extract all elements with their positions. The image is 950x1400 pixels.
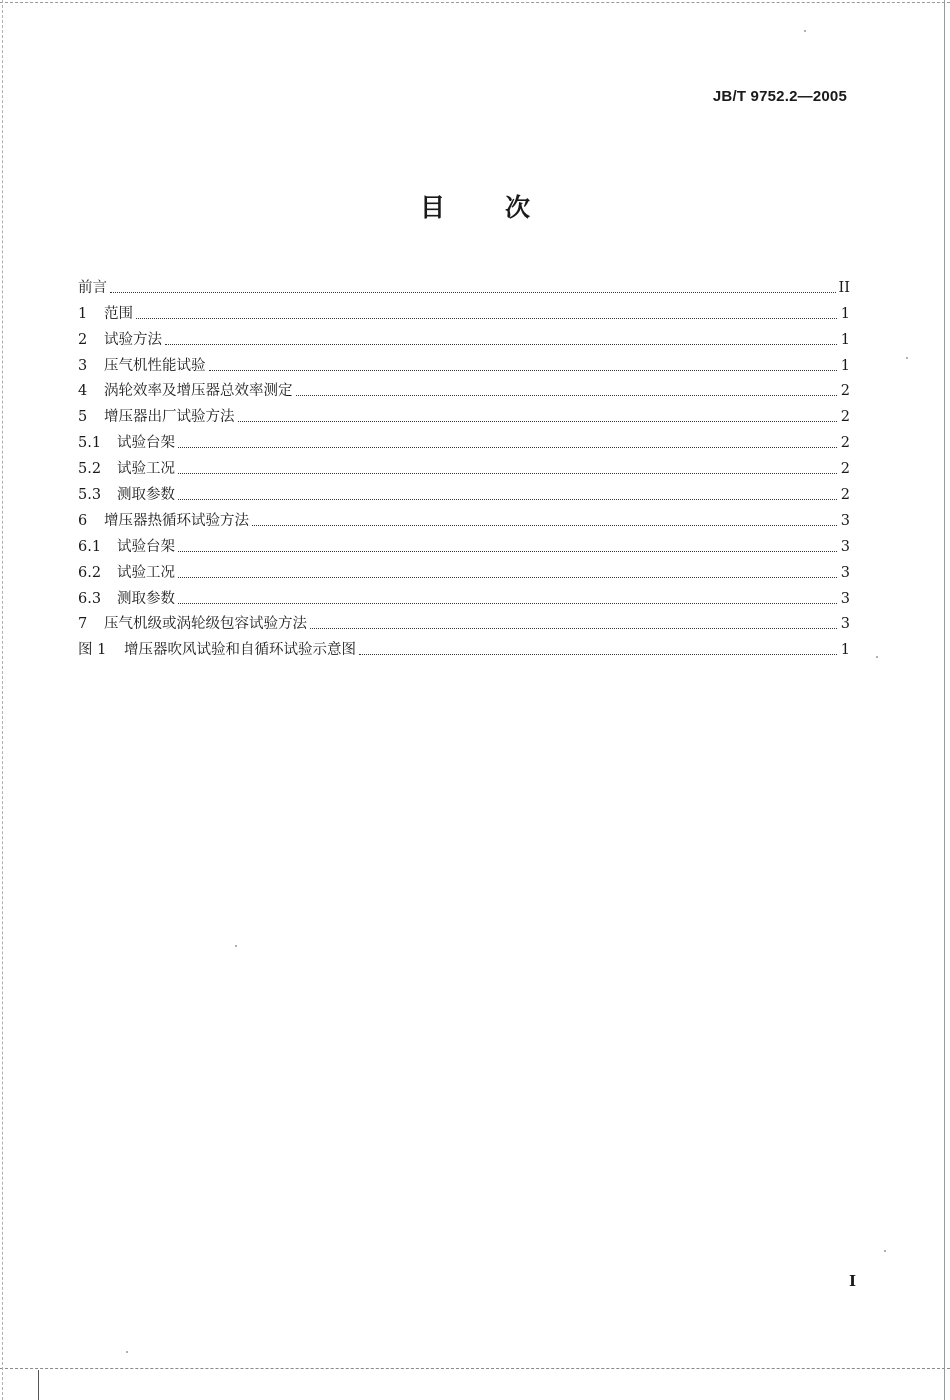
toc-entry-page: 1 <box>840 642 850 659</box>
toc-entry-number: 4 <box>78 383 88 400</box>
toc-entry-number: 图 1 <box>78 642 107 659</box>
scan-speck <box>804 30 806 32</box>
toc-dot-leader <box>209 370 838 371</box>
toc-entry-page: 1 <box>840 357 850 374</box>
toc-entry[interactable] <box>78 427 850 453</box>
toc-entry[interactable] <box>78 531 850 557</box>
toc-entry-label: 试验方法 <box>104 331 162 348</box>
toc-dot-leader <box>252 525 837 526</box>
toc-dot-leader <box>178 447 837 448</box>
toc-dot-leader <box>178 603 837 604</box>
toc-entry-foreword[interactable] <box>78 272 850 298</box>
scan-speck <box>876 656 878 658</box>
toc-entry-page: 1 <box>840 331 850 348</box>
toc-entry-number: 2 <box>78 331 88 348</box>
toc-list <box>78 272 850 660</box>
toc-entry-figure[interactable] <box>78 634 850 660</box>
toc-dot-leader <box>296 395 838 396</box>
toc-dot-leader <box>178 551 837 552</box>
toc-dot-leader <box>178 577 837 578</box>
toc-entry-number: 5 <box>78 409 88 426</box>
toc-entry[interactable] <box>78 350 850 376</box>
scan-crop-mark <box>38 1370 39 1400</box>
toc-title-char: 目 <box>419 193 445 222</box>
toc-dot-leader <box>178 499 837 500</box>
toc-dot-leader <box>178 473 837 474</box>
scan-speck <box>906 357 908 359</box>
toc-entry-number: 5.1 <box>78 435 102 452</box>
toc-entry-page: 2 <box>840 409 850 426</box>
toc-entry[interactable] <box>78 505 850 531</box>
scan-speck <box>884 1250 886 1252</box>
toc-entry-page: 3 <box>840 564 850 581</box>
toc-entry-label: 增压器热循环试验方法 <box>104 512 249 529</box>
toc-entry[interactable] <box>78 298 850 324</box>
toc-dot-leader <box>310 628 837 629</box>
standard-code: JB/T 9752.2—2005 <box>712 88 847 105</box>
scan-border-bottom <box>0 1368 950 1369</box>
toc-dot-leader <box>110 292 836 293</box>
toc-entry-number: 5.2 <box>78 461 102 478</box>
toc-entry-page: 3 <box>840 590 850 607</box>
toc-entry-page: 2 <box>840 487 850 504</box>
toc-entry[interactable] <box>78 401 850 427</box>
toc-entry-label: 试验台架 <box>117 538 175 555</box>
toc-entry-label: 压气机级或涡轮级包容试验方法 <box>104 616 307 633</box>
toc-entry-label: 试验工况 <box>117 564 175 581</box>
toc-entry[interactable] <box>78 557 850 583</box>
toc-title-char: 次 <box>505 193 531 222</box>
toc-dot-leader <box>136 318 837 319</box>
toc-dot-leader <box>238 421 838 422</box>
toc-dot-leader <box>359 654 837 655</box>
toc-entry[interactable] <box>78 376 850 402</box>
toc-entry-label: 增压器吹风试验和自循环试验示意图 <box>124 642 356 659</box>
toc-entry-page: 2 <box>840 461 850 478</box>
toc-entry-label: 范围 <box>104 305 133 322</box>
toc-entry-number: 5.3 <box>78 487 102 504</box>
toc-entry-page: 3 <box>840 538 850 555</box>
toc-entry-label: 试验台架 <box>117 435 175 452</box>
toc-entry-label: 试验工况 <box>117 461 175 478</box>
scan-speck <box>235 945 237 947</box>
scan-border-top <box>0 2 950 3</box>
toc-entry-label: 压气机性能试验 <box>104 357 206 374</box>
scan-speck <box>126 1351 128 1353</box>
toc-entry[interactable] <box>78 453 850 479</box>
toc-entry[interactable] <box>78 609 850 635</box>
toc-entry[interactable] <box>78 583 850 609</box>
toc-entry-number: 3 <box>78 357 88 374</box>
toc-dot-leader <box>165 344 837 345</box>
toc-entry-label: 前言 <box>78 279 107 296</box>
page-number: I <box>849 1272 857 1290</box>
toc-entry-label: 涡轮效率及增压器总效率测定 <box>104 383 293 400</box>
toc-entry[interactable] <box>78 324 850 350</box>
toc-entry-number: 1 <box>78 305 88 322</box>
toc-title <box>0 188 950 224</box>
toc-entry-page: II <box>838 279 850 296</box>
toc-entry-page: 1 <box>840 305 850 322</box>
toc-entry-number: 6.2 <box>78 564 102 581</box>
toc-entry-page: 2 <box>840 383 850 400</box>
toc-entry-number: 6 <box>78 512 88 529</box>
toc-entry-number: 6.3 <box>78 590 102 607</box>
toc-entry-page: 3 <box>840 616 850 633</box>
toc-entry[interactable] <box>78 479 850 505</box>
toc-entry-label: 增压器出厂试验方法 <box>104 409 235 426</box>
toc-entry-label: 测取参数 <box>117 590 175 607</box>
toc-entry-label: 测取参数 <box>117 487 175 504</box>
toc-entry-page: 3 <box>840 512 850 529</box>
toc-entry-number: 7 <box>78 616 88 633</box>
toc-entry-page: 2 <box>840 435 850 452</box>
toc-entry-number: 6.1 <box>78 538 102 555</box>
